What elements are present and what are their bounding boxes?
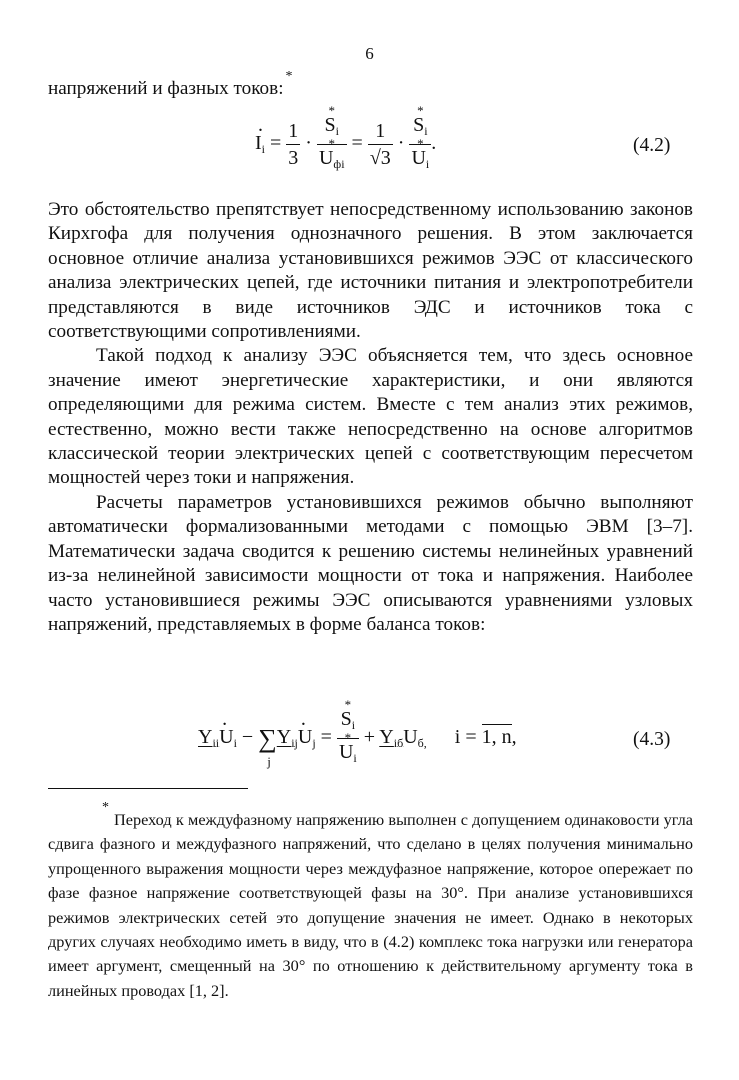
formula-43-u-b: $U_{б,}$ [403, 726, 427, 751]
formula-42-lhs: . $I_i$ [255, 132, 265, 157]
intro-footnote-mark: * [285, 69, 293, 84]
paragraph-1: Это обстоятельство препятствует непосредственному использованию законов Кирхгофа для получения однозначного решения. В этом заключается основное отличие анализа установившихся режимов ЭЭС от классического анализа электрических цепей, где источники питания и электропотребители представляются в виде источников ЭДС и источников тока с соответствующими сопротивлениями. [48, 199, 693, 343]
formula-43-y-ib: $Y_{iб}$ [379, 726, 404, 751]
formula-4-3-number: (4.3) [633, 729, 671, 750]
formula-42-frac-1-sqrt3: $\frac{1}{√3}$ [369, 120, 391, 169]
footnote-text: Переход к междуфазному напряжению выполнен с допущением одинаковости угла сдвига фазного и междуфазного напряжений, что сделано в целях получения минимально упрощенного выражения мощности через междуфазное напряжение, которое опережает по фазе фазное напряжение соответствующей фазы на 30°. При анализе установившихся режимов электрических сетей это допущение значения не имеет. Однако в некоторых других случаях необходимо иметь в виду, что в (4.2) комплекс тока нагрузки или генератора имеет аргумент, смещенный на 30° по отношению к действительному аргументу тока в линейных проводах [1, 2]. [48, 810, 693, 1000]
intro-text: напряжений и фазных токов: [48, 78, 284, 99]
footnote [48, 800, 693, 1003]
formula-42-frac-s-u: * $S_i$ * $U_i$ [409, 112, 431, 177]
footnote-divider [48, 788, 248, 789]
formula-43-u-j: . $U_j$ [298, 726, 316, 751]
paragraph-2: Такой подход к анализу ЭЭС объясняется тем, что здесь основное значение имеют энергетические характеристики, и они являются определяющими для режима систем. Вместе с тем анализ этих режимов, естественно, можно вести также непосредственно на основе алгоритмов классической теории электрических цепей с соответствующим пересчетом мощностей через токи и напряжения. [48, 345, 693, 489]
formula-4-3: $Y_{ii}$. $U_i$ − ∑ j $Y_{ij}$. $U_j$ = * $S_i$ * $U_i$ + $Y_{iб}U_{б,}$ i = 1, n, [198, 706, 517, 771]
footnote-mark: * [102, 800, 109, 815]
formula-43-y-ii: $Y_{ii}$ [198, 726, 220, 751]
formula-42-frac-s-uphi: * $S_i$ * $U_{фi}$ [317, 112, 347, 177]
formula-43-u-i: . $U_i$ [219, 726, 237, 751]
formula-4-2-number: (4.2) [633, 135, 671, 156]
body-text [48, 198, 693, 637]
formula-43-range-label: i = [454, 726, 477, 749]
formula-4-2: . $I_i$ = $\frac{1}{3}$ · * $S_i$ * $U_{фi}$ = $\frac{1}{√3}$ · * $S_i$ * $U_i$ . [255, 112, 436, 177]
intro-line [48, 69, 293, 100]
page-number: 6 [365, 44, 374, 63]
formula-43-y-ij: $Y_{ij}$ [276, 726, 298, 751]
formula-43-sum: ∑ j [258, 723, 277, 769]
formula-43-frac: * $S_i$ * $U_i$ [337, 706, 359, 771]
paragraph-3: Расчеты параметров установившихся режимов обычно выполняют автоматически формализованными методами с помощью ЭВМ [3–7]. Математически задача сводится к решению системы нелинейных уравнений из-за нелинейной зависимости мощности от тока и напряжения. Наиболее часто установившиеся режимы ЭЭС описываются уравнениями узловых напряжений, представляемых в форме баланса токов: [48, 491, 693, 635]
formula-42-eq: = [270, 132, 282, 155]
formula-42-frac-1-3: $\frac{1}{3}$ [288, 120, 299, 169]
formula-43-range: 1, n [481, 726, 512, 749]
